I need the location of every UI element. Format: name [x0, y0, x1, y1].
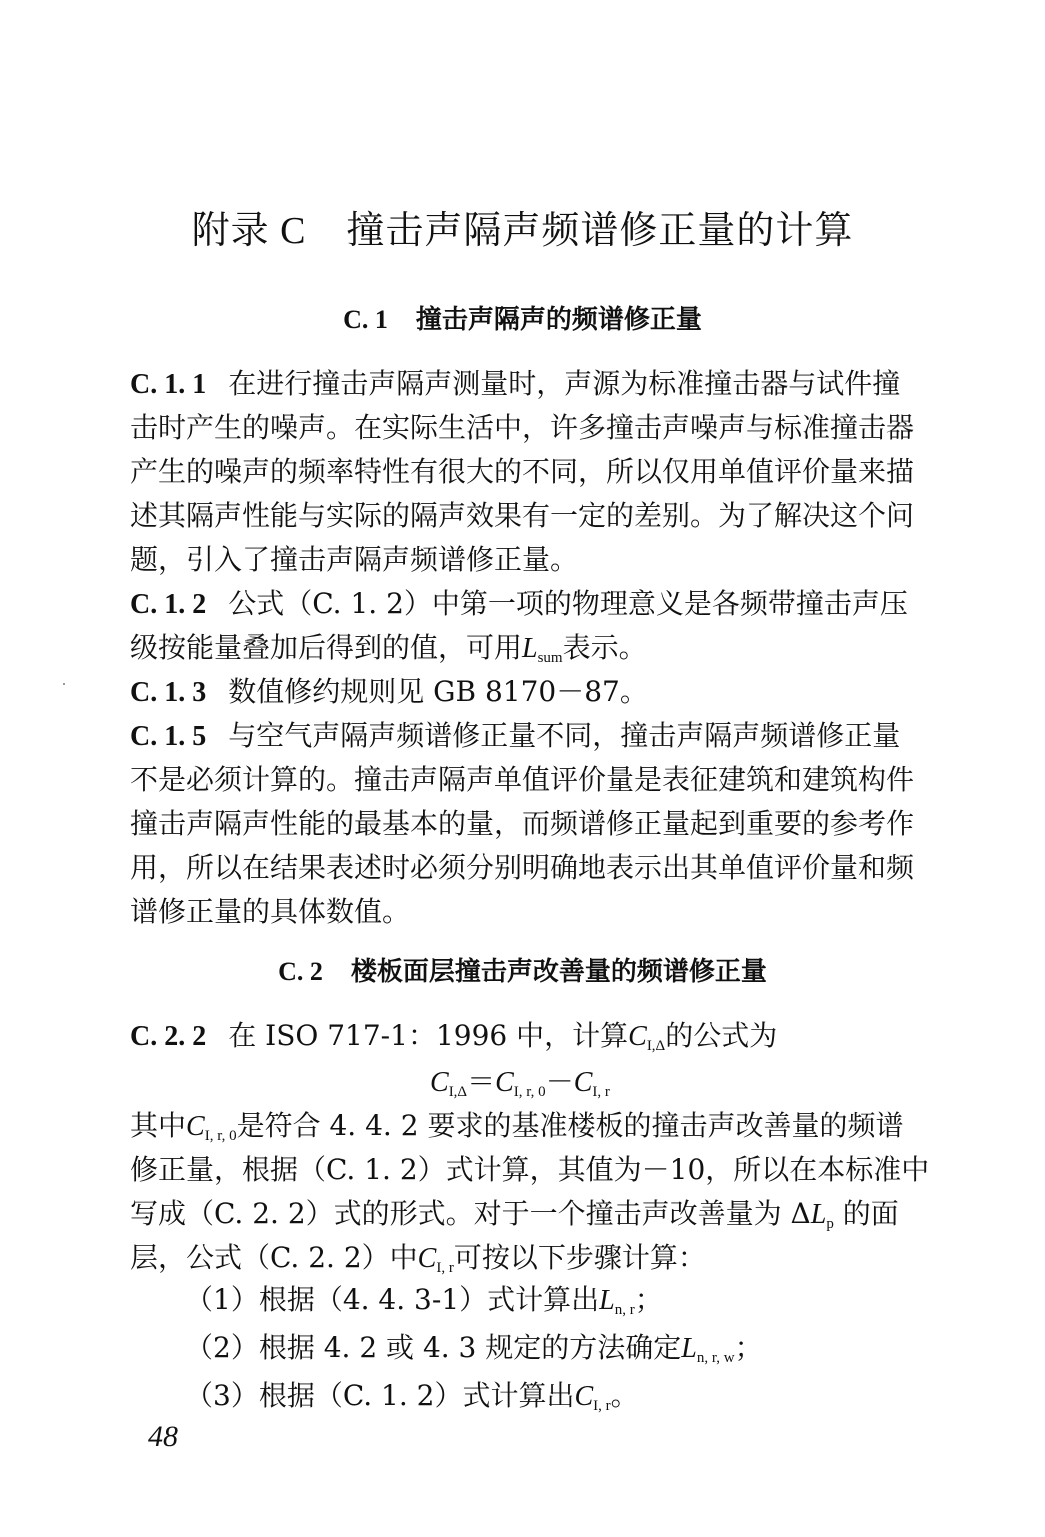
clause-line: 表示。 [562, 631, 647, 664]
step-text: （3）根据（C. 1. 2）式计算出 [185, 1379, 575, 1412]
clause-line: 击时产生的噪声。在实际生活中，许多撞击声噪声与标准撞击器 [130, 411, 915, 444]
step-item [185, 1276, 763, 1324]
section-number: C. 2 [278, 957, 323, 986]
section-title: 撞击声隔声的频谱修正量 [415, 305, 702, 335]
formula-term2-subscript: I, r [592, 1084, 610, 1100]
symbol: C [417, 1243, 437, 1274]
symbol-subscript: I, r, 0 [204, 1128, 237, 1144]
step-text: （2）根据 4. 2 或 4. 3 规定的方法确定 [185, 1331, 682, 1364]
scan-dot [63, 683, 65, 685]
clause-line: 的面 [833, 1197, 899, 1230]
symbol: C [628, 1021, 647, 1052]
clause-line: 在进行撞击声隔声测量时，声源为标准撞击器与试件撞 [228, 367, 901, 400]
clause-c-1-2 [130, 582, 945, 670]
clause-c-1-3 [130, 670, 945, 714]
clause-line: 级按能量叠加后得到的值，可用 [130, 631, 523, 664]
formula-lhs-subscript: I,Δ [448, 1084, 468, 1100]
symbol-subscript: n, r [614, 1302, 635, 1318]
clause-line: 可按以下步骤计算： [453, 1241, 706, 1274]
clause-line: 撞击声隔声性能的最基本的量，而频谱修正量起到重要的参考作 [130, 807, 915, 840]
step-item [185, 1372, 763, 1420]
symbol-subscript: n, r, w [696, 1350, 735, 1366]
clause-line: 述其隔声性能与实际的隔声效果有一定的差别。为了解决这个问 [130, 499, 915, 532]
step-tail: ； [734, 1331, 763, 1364]
clause-line: 题，引入了撞击声隔声频谱修正量。 [130, 543, 579, 576]
appendix-title-text: 撞击声隔声频谱修正量的计算 [346, 208, 854, 252]
clause-line: 的公式为 [665, 1019, 778, 1052]
clause-line: 公式（C. 1. 2）中第一项的物理意义是各频带撞击声压 [228, 587, 908, 620]
step-text: （1）根据（4. 4. 3-1）式计算出 [185, 1283, 600, 1316]
symbol: C [574, 1381, 594, 1412]
symbol-subscript: I, r [593, 1398, 611, 1414]
symbol: C [186, 1111, 205, 1142]
clause-line: 与空气声隔声频谱修正量不同，撞击声隔声频谱修正量 [228, 719, 901, 752]
clause-c-1-5 [130, 714, 945, 934]
clause-line: 数值修约规则见 GB 8170－87。 [228, 675, 648, 708]
clause-number: C. 1. 1 [130, 369, 207, 400]
section-title: 楼板面层撞击声改善量的频谱修正量 [350, 957, 767, 987]
clause-line: 写成（C. 2. 2）式的形式。对于一个撞击声改善量为 Δ [130, 1197, 811, 1230]
clause-number: C. 1. 3 [130, 677, 207, 708]
page-number: 48 [148, 1420, 178, 1453]
symbol: L [522, 633, 538, 664]
clause-line: 层，公式（C. 2. 2）中 [130, 1241, 418, 1274]
symbol: L [681, 1333, 697, 1364]
clause-line: 产生的噪声的频率特性有很大的不同，所以仅用单值评价量来描 [130, 455, 915, 488]
procedure-steps [185, 1276, 763, 1420]
step-item [185, 1324, 763, 1372]
appendix-title [0, 200, 1045, 261]
formula-term1-subscript: I, r, 0 [513, 1084, 546, 1100]
symbol-subscript: I,Δ [646, 1038, 666, 1054]
step-tail: ； [634, 1283, 663, 1316]
section-heading-c2 [0, 952, 1045, 992]
symbol-subscript: I, r [436, 1260, 454, 1276]
clause-line: 修正量，根据（C. 1. 2）式计算，其值为－10，所以在本标准中 [130, 1153, 930, 1186]
symbol: L [599, 1285, 615, 1316]
formula-lhs: C [430, 1067, 449, 1098]
formula-term1: C [495, 1067, 514, 1098]
clause-line: 在 ISO 717-1：1996 中，计算 [228, 1019, 629, 1052]
step-tail: 。 [610, 1379, 639, 1412]
clause-number: C. 2. 2 [130, 1021, 207, 1052]
clause-c-2-2 [130, 1014, 945, 1058]
clause-c-1-1 [130, 362, 945, 582]
symbol-subscript: p [826, 1216, 834, 1232]
clause-number: C. 1. 2 [130, 589, 207, 620]
appendix-code: 附录 C [191, 210, 307, 252]
symbol: L [810, 1199, 827, 1230]
clause-c-2-2-body [130, 1104, 945, 1280]
clause-number: C. 1. 5 [130, 721, 207, 752]
section-number: C. 1 [343, 305, 388, 334]
formula-minus: － [545, 1065, 574, 1098]
formula-equals: ＝ [467, 1065, 496, 1098]
symbol-subscript: sum [537, 650, 563, 666]
clause-line: 谱修正量的具体数值。 [130, 895, 411, 928]
clause-line: 用，所以在结果表述时必须分别明确地表示出其单值评价量和频 [130, 851, 915, 884]
clause-line: 其中 [130, 1109, 187, 1142]
formula-term2: C [573, 1067, 593, 1098]
clause-line: 是符合 4. 4. 2 要求的基准楼板的撞击声改善量的频谱 [236, 1109, 904, 1142]
clause-line: 不是必须计算的。撞击声隔声单值评价量是表征建筑和建筑构件 [130, 763, 915, 796]
section-heading-c1 [0, 300, 1045, 340]
